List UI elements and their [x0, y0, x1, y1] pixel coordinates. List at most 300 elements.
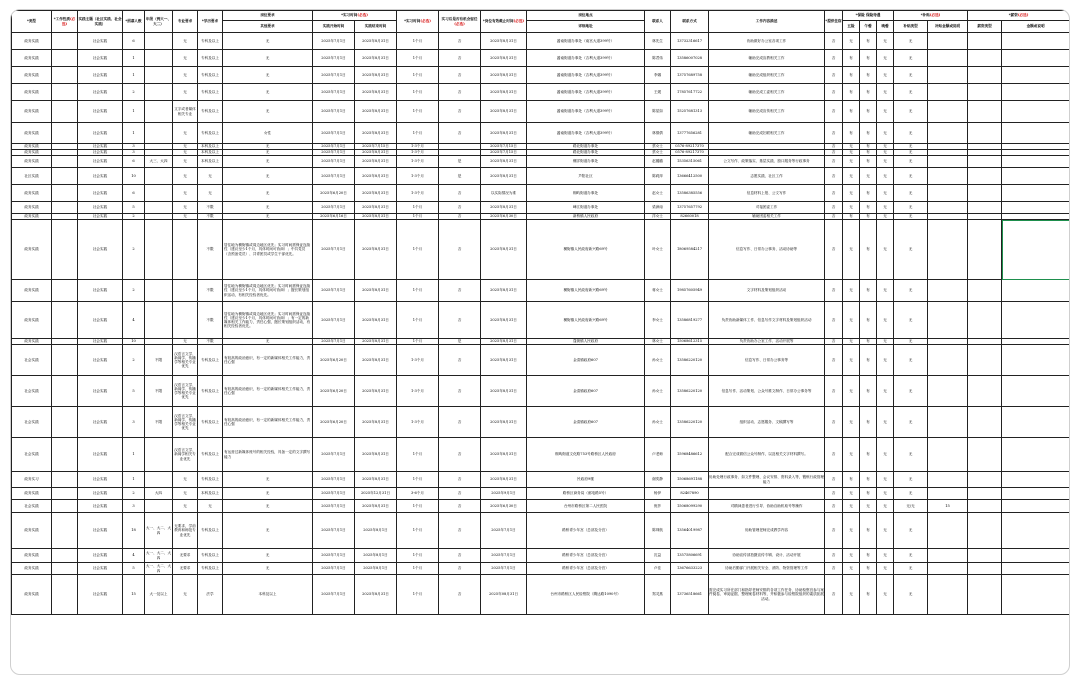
- table-cell[interactable]: 无: [843, 220, 860, 280]
- table-cell[interactable]: 社会实践: [12, 500, 52, 513]
- table-cell[interactable]: 有: [860, 33, 877, 50]
- table-cell[interactable]: 2025年7月1日: [313, 150, 355, 156]
- table-cell[interactable]: 2025年7月1日: [313, 101, 355, 123]
- table-cell[interactable]: [928, 345, 968, 376]
- table-cell[interactable]: [52, 220, 78, 280]
- table-cell[interactable]: 社会实践: [78, 150, 123, 156]
- table-cell[interactable]: 汉语言文学、新闻学相关专业优先: [173, 438, 198, 472]
- table-cell[interactable]: [52, 202, 78, 214]
- table-cell[interactable]: 信息写作、日常办公事务等: [709, 345, 825, 376]
- table-row[interactable]: [12, 575, 1070, 615]
- table-cell[interactable]: 无: [877, 513, 894, 549]
- table-cell[interactable]: 社区实践: [12, 168, 52, 185]
- table-cell[interactable]: 2025年8月31日: [481, 280, 527, 302]
- table-cell[interactable]: [968, 472, 1002, 488]
- table-cell[interactable]: [1002, 67, 1070, 84]
- table-cell[interactable]: [1002, 156, 1070, 168]
- column-header-4[interactable]: [145, 11, 173, 33]
- table-cell[interactable]: 社会实践: [78, 376, 123, 407]
- table-cell[interactable]: 无: [877, 150, 894, 156]
- table-cell[interactable]: 桐屿街道办事处: [527, 185, 645, 202]
- table-cell[interactable]: 无: [877, 84, 894, 101]
- table-cell[interactable]: 无: [223, 67, 313, 84]
- table-cell[interactable]: 无: [223, 144, 313, 150]
- table-cell[interactable]: 路北街道办事处: [527, 150, 645, 156]
- table-cell[interactable]: 有: [860, 67, 877, 84]
- table-cell[interactable]: 无: [843, 488, 860, 500]
- table-cell[interactable]: 2025年8月1日: [355, 549, 397, 563]
- column-header-13[interactable]: [527, 21, 645, 33]
- table-cell[interactable]: 社会实践: [78, 220, 123, 280]
- table-cell[interactable]: 政务实践: [12, 575, 52, 615]
- table-cell[interactable]: 1-3个月: [397, 407, 439, 438]
- table-cell[interactable]: [145, 220, 173, 280]
- table-cell[interactable]: [52, 302, 78, 339]
- table-cell[interactable]: 1个月: [397, 513, 439, 549]
- table-cell[interactable]: [928, 488, 968, 500]
- table-cell[interactable]: [968, 438, 1002, 472]
- table-cell[interactable]: 13586385556: [671, 185, 709, 202]
- table-cell[interactable]: 无: [173, 202, 198, 214]
- table-cell[interactable]: 无: [877, 575, 894, 615]
- table-cell[interactable]: 否: [825, 438, 843, 472]
- table-cell[interactable]: 信息写作、日常办公事务、活动协助等: [709, 220, 825, 280]
- table-cell[interactable]: 2025年6月16日: [313, 214, 355, 220]
- table-cell[interactable]: 无: [877, 563, 894, 575]
- table-cell[interactable]: [968, 202, 1002, 214]
- table-cell[interactable]: 否: [439, 407, 481, 438]
- table-cell[interactable]: 政务实践: [12, 202, 52, 214]
- table-cell[interactable]: [968, 220, 1002, 280]
- column-header-24[interactable]: [1002, 21, 1070, 33]
- table-cell[interactable]: 配合完成微信公众号制作，以及相关文字材料撰写。: [709, 438, 825, 472]
- table-cell[interactable]: [928, 123, 968, 144]
- column-header-11[interactable]: [439, 11, 481, 33]
- table-cell[interactable]: [1002, 280, 1070, 302]
- table-cell[interactable]: [1002, 500, 1070, 513]
- table-cell[interactable]: 1个月: [397, 575, 439, 615]
- table-row[interactable]: [12, 488, 1070, 500]
- table-cell[interactable]: 无: [223, 549, 313, 563]
- table-cell[interactable]: [1002, 123, 1070, 144]
- table-cell[interactable]: [928, 101, 968, 123]
- column-header-17[interactable]: [825, 11, 843, 33]
- table-cell[interactable]: 1个月: [397, 438, 439, 472]
- table-cell[interactable]: 1个月: [397, 339, 439, 345]
- column-header-10[interactable]: [397, 11, 439, 33]
- table-cell[interactable]: 无: [894, 280, 928, 302]
- table-cell[interactable]: [52, 407, 78, 438]
- table-cell[interactable]: [1002, 513, 1070, 549]
- table-cell[interactable]: 2025年6月20日: [313, 376, 355, 407]
- table-cell[interactable]: 2025年8月31日: [355, 185, 397, 202]
- table-cell[interactable]: [968, 345, 1002, 376]
- table-cell[interactable]: 3: [123, 500, 145, 513]
- table-cell[interactable]: 有: [860, 280, 877, 302]
- table-cell[interactable]: 2025年8月31日: [355, 345, 397, 376]
- table-cell[interactable]: [968, 376, 1002, 407]
- table-cell[interactable]: 大一、大二、大四: [145, 549, 173, 563]
- table-cell[interactable]: 社会实践: [78, 339, 123, 345]
- table-cell[interactable]: 否: [825, 280, 843, 302]
- table-cell[interactable]: 1-3个月: [397, 185, 439, 202]
- table-cell[interactable]: 否: [439, 84, 481, 101]
- column-header-2[interactable]: [78, 11, 123, 33]
- table-cell[interactable]: 2025年7月1日: [313, 488, 355, 500]
- table-cell[interactable]: 否: [439, 376, 481, 407]
- table-cell[interactable]: [145, 84, 173, 101]
- table-cell[interactable]: 横街镇人民政府新兴路69号: [527, 302, 645, 339]
- table-cell[interactable]: 倪莎: [645, 500, 671, 513]
- table-cell[interactable]: 2025年7月1日: [313, 438, 355, 472]
- table-cell[interactable]: 潞南街道办事处（吉利大道399号）: [527, 84, 645, 101]
- table-cell[interactable]: 无: [860, 500, 877, 513]
- table-cell[interactable]: [145, 101, 173, 123]
- table-cell[interactable]: 公文写作、政策落实、基层实践、窗口服务等行政事务: [709, 156, 825, 168]
- table-cell[interactable]: 居住地为横街镇或周边地区优先；实习时间需保证连续性（建议至少1个月，具体时间可协商）；有一定的新媒体相关工作能力，责任心强，擅长策划组织活动，有相关经验者优先。: [223, 302, 313, 339]
- table-cell[interactable]: 否: [825, 513, 843, 549]
- table-cell[interactable]: 无: [173, 214, 198, 220]
- table-cell[interactable]: [968, 168, 1002, 185]
- table-cell[interactable]: [52, 563, 78, 575]
- table-cell[interactable]: 2025年7月1日: [313, 280, 355, 302]
- table-cell[interactable]: 无: [877, 472, 894, 488]
- table-cell[interactable]: 社会实践: [78, 168, 123, 185]
- table-cell[interactable]: 82467890: [671, 488, 709, 500]
- table-row[interactable]: [12, 500, 1070, 513]
- table-cell[interactable]: 4: [123, 302, 145, 339]
- table-cell[interactable]: 1个月: [397, 84, 439, 101]
- table-cell[interactable]: 蓬街镇人民政府: [527, 339, 645, 345]
- table-cell[interactable]: 2025年6月30日: [481, 214, 527, 220]
- table-cell[interactable]: 2025年8月31日: [355, 33, 397, 50]
- table-cell[interactable]: 社会实践: [12, 376, 52, 407]
- table-cell[interactable]: 13757689758: [671, 67, 709, 84]
- table-cell[interactable]: 本科及以上: [198, 144, 223, 150]
- table-cell[interactable]: 社会实践: [12, 345, 52, 376]
- table-cell[interactable]: 信息材料上报、公文写作: [709, 185, 825, 202]
- table-cell[interactable]: 社会实践: [78, 202, 123, 214]
- table-cell[interactable]: 大三、大四: [145, 156, 173, 168]
- table-cell[interactable]: 社会实践: [78, 84, 123, 101]
- table-cell[interactable]: 郑灵燕: [645, 575, 671, 615]
- table-cell[interactable]: 2025年7月1日: [313, 220, 355, 280]
- table-cell[interactable]: 否: [439, 185, 481, 202]
- table-cell[interactable]: 政务实践: [12, 123, 52, 144]
- table-cell[interactable]: 政务实践: [12, 144, 52, 150]
- table-cell[interactable]: 无: [894, 150, 928, 156]
- table-cell[interactable]: 无: [173, 123, 198, 144]
- table-cell[interactable]: 否: [439, 33, 481, 50]
- table-cell[interactable]: [52, 376, 78, 407]
- table-cell[interactable]: [52, 488, 78, 500]
- table-cell[interactable]: [145, 202, 173, 214]
- table-cell[interactable]: 否: [825, 563, 843, 575]
- column-header-1[interactable]: [52, 11, 78, 33]
- table-cell[interactable]: 15: [928, 500, 968, 513]
- table-row[interactable]: [12, 101, 1070, 123]
- table-cell[interactable]: [1002, 376, 1070, 407]
- table-cell[interactable]: 无: [894, 488, 928, 500]
- table-cell[interactable]: 孙女士: [645, 345, 671, 376]
- table-cell[interactable]: 无: [173, 185, 198, 202]
- table-cell[interactable]: 无: [173, 472, 198, 488]
- column-header-5[interactable]: [173, 11, 198, 33]
- table-cell[interactable]: 3: [123, 407, 145, 438]
- table-cell[interactable]: 不限: [198, 202, 223, 214]
- table-cell[interactable]: 无: [894, 339, 928, 345]
- table-cell[interactable]: [968, 156, 1002, 168]
- table-cell[interactable]: [173, 220, 198, 280]
- table-cell[interactable]: 无: [877, 185, 894, 202]
- table-cell[interactable]: 1个月: [397, 101, 439, 123]
- table-cell[interactable]: [968, 123, 1002, 144]
- table-cell[interactable]: 2025年8月31日: [355, 438, 397, 472]
- table-cell[interactable]: 否: [825, 575, 843, 615]
- table-cell[interactable]: 汉语言文学、新闻学、传播学等相关专业优先: [173, 407, 198, 438]
- table-cell[interactable]: 2025年8月31日: [355, 500, 397, 513]
- table-cell[interactable]: 2025年7月1日: [313, 563, 355, 575]
- table-cell[interactable]: 13676633223: [671, 563, 709, 575]
- table-cell[interactable]: 1个月: [397, 67, 439, 84]
- table-cell[interactable]: 无: [877, 156, 894, 168]
- table-cell[interactable]: 社会实践: [78, 101, 123, 123]
- table-cell[interactable]: 否: [825, 339, 843, 345]
- table-cell[interactable]: 政务实践: [12, 220, 52, 280]
- table-cell[interactable]: 政务实践: [12, 67, 52, 84]
- table-cell[interactable]: [968, 563, 1002, 575]
- table-cell[interactable]: [52, 50, 78, 67]
- table-cell[interactable]: 女性: [223, 123, 313, 144]
- table-cell[interactable]: 专科及以上: [198, 345, 223, 376]
- table-cell[interactable]: 2025年7月1日: [481, 563, 527, 575]
- table-cell[interactable]: 2025年8月31日: [481, 345, 527, 376]
- table-cell[interactable]: 无: [223, 500, 313, 513]
- table-cell[interactable]: 汉语言文学、新闻学、传播学等相关专业优先: [173, 376, 198, 407]
- table-cell[interactable]: 1: [123, 50, 145, 67]
- table-cell[interactable]: 2025年8月31日: [481, 33, 527, 50]
- table-cell[interactable]: [928, 33, 968, 50]
- table-cell[interactable]: [52, 549, 78, 563]
- table-cell[interactable]: 无: [877, 67, 894, 84]
- table-cell[interactable]: 台州市路桥区人民检察院（腾达路1090号）: [527, 575, 645, 615]
- table-cell[interactable]: 政务实践: [12, 156, 52, 168]
- table-cell[interactable]: 0576-89217370: [671, 144, 709, 150]
- table-cell[interactable]: 否: [825, 150, 843, 156]
- table-cell[interactable]: 无: [223, 563, 313, 575]
- table-cell[interactable]: 否: [825, 472, 843, 488]
- table-cell[interactable]: 1个月: [397, 33, 439, 50]
- table-cell[interactable]: 否: [439, 513, 481, 549]
- table-cell[interactable]: 否: [825, 500, 843, 513]
- table-cell[interactable]: 谢奕静: [645, 472, 671, 488]
- table-cell[interactable]: 社会实践: [78, 33, 123, 50]
- table-cell[interactable]: 有: [860, 202, 877, 214]
- table-cell[interactable]: 社会实践: [78, 156, 123, 168]
- table-cell[interactable]: 志愿实践、社区工作: [709, 168, 825, 185]
- table-cell[interactable]: 无: [223, 150, 313, 156]
- table-row[interactable]: [12, 202, 1070, 214]
- table-row[interactable]: [12, 407, 1070, 438]
- table-cell[interactable]: [145, 50, 173, 67]
- table-row[interactable]: [12, 220, 1070, 280]
- table-cell[interactable]: 路桥青少年宫（总部及分宫）: [527, 563, 645, 575]
- table-cell[interactable]: 政务实践: [12, 101, 52, 123]
- table-cell[interactable]: [968, 407, 1002, 438]
- table-cell[interactable]: 社会实践: [78, 67, 123, 84]
- table-row[interactable]: [12, 123, 1070, 144]
- table-cell[interactable]: 无: [894, 214, 928, 220]
- table-cell[interactable]: 无: [894, 438, 928, 472]
- table-cell[interactable]: 有: [860, 407, 877, 438]
- table-cell[interactable]: 无: [223, 50, 313, 67]
- table-cell[interactable]: 潞南街道办事处（吉利大道399号）: [527, 123, 645, 144]
- table-cell[interactable]: 15068691188: [671, 472, 709, 488]
- table-cell[interactable]: 2025年8月31日: [355, 407, 397, 438]
- table-cell[interactable]: 社会实践: [78, 123, 123, 144]
- table-cell[interactable]: 13586220120: [671, 345, 709, 376]
- table-cell[interactable]: 协助管理老师完成教学内容: [709, 513, 825, 549]
- table-cell[interactable]: 洋女士: [645, 214, 671, 220]
- table-row[interactable]: [12, 168, 1070, 185]
- table-cell[interactable]: 无: [877, 339, 894, 345]
- table-cell[interactable]: 无: [843, 563, 860, 575]
- table-cell[interactable]: [928, 302, 968, 339]
- table-cell[interactable]: 6: [123, 185, 145, 202]
- table-cell[interactable]: 2025年7月1日: [313, 123, 355, 144]
- table-cell[interactable]: 叶女士: [645, 220, 671, 280]
- table-cell[interactable]: 大一及以上: [145, 575, 173, 615]
- table-cell[interactable]: 否: [439, 123, 481, 144]
- table-cell[interactable]: 有: [843, 472, 860, 488]
- table-cell[interactable]: 辅助完成妇联相关工作: [709, 123, 825, 144]
- table-cell[interactable]: 否: [825, 144, 843, 150]
- table-cell[interactable]: 无: [894, 407, 928, 438]
- column-header-23[interactable]: [968, 21, 1002, 33]
- table-cell[interactable]: 无: [877, 280, 894, 302]
- table-cell[interactable]: 18: [123, 513, 145, 549]
- table-cell[interactable]: 无: [877, 220, 894, 280]
- table-cell[interactable]: [52, 185, 78, 202]
- table-cell[interactable]: 否: [439, 563, 481, 575]
- column-header-3[interactable]: [123, 11, 145, 33]
- table-cell[interactable]: 2025年8月31日: [481, 438, 527, 472]
- table-cell[interactable]: 有: [860, 345, 877, 376]
- table-cell[interactable]: 2025年8月31日: [355, 50, 397, 67]
- table-cell[interactable]: 否: [825, 33, 843, 50]
- table-cell[interactable]: 辅助完成宣传相关工作: [709, 101, 825, 123]
- table-row[interactable]: [12, 33, 1070, 50]
- table-cell[interactable]: 2025年7月1日: [313, 156, 355, 168]
- table-cell[interactable]: 对精神患者进行引导、协助自助机取号等操作: [709, 500, 825, 513]
- table-cell[interactable]: [928, 376, 968, 407]
- table-cell[interactable]: 否: [825, 84, 843, 101]
- table-cell[interactable]: 辅助完成宣教相关工作: [709, 50, 825, 67]
- table-cell[interactable]: [928, 563, 968, 575]
- table-cell[interactable]: 无: [877, 168, 894, 185]
- column-header-8[interactable]: [313, 21, 355, 33]
- table-cell[interactable]: [1002, 50, 1070, 67]
- table-cell[interactable]: 潞南街道办事处（吉利大道399号）: [527, 50, 645, 67]
- table-cell[interactable]: 金清镇政府607: [527, 376, 645, 407]
- table-cell[interactable]: 1个月: [397, 202, 439, 214]
- table-cell[interactable]: 无: [173, 84, 198, 101]
- table-cell[interactable]: 无: [877, 407, 894, 438]
- table-cell[interactable]: 2025年8月31日: [481, 101, 527, 123]
- table-cell[interactable]: [928, 220, 968, 280]
- table-cell[interactable]: 2: [123, 220, 145, 280]
- table-cell[interactable]: 无要求: [173, 563, 198, 575]
- column-header-16[interactable]: [709, 11, 825, 33]
- table-cell[interactable]: 杨伊: [645, 488, 671, 500]
- table-cell[interactable]: 无: [894, 575, 928, 615]
- table-cell[interactable]: [52, 280, 78, 302]
- table-cell[interactable]: 10: [123, 339, 145, 345]
- table-cell[interactable]: [145, 168, 173, 185]
- table-cell[interactable]: 否: [825, 549, 843, 563]
- table-cell[interactable]: [928, 168, 968, 185]
- table-cell[interactable]: 无: [894, 513, 928, 549]
- table-cell[interactable]: 社会实践: [78, 214, 123, 220]
- table-cell[interactable]: 螺洋街道办事处: [527, 156, 645, 168]
- table-cell[interactable]: 否: [825, 214, 843, 220]
- table-cell[interactable]: 1: [123, 438, 145, 472]
- table-cell[interactable]: 82660018: [671, 214, 709, 220]
- table-cell[interactable]: [968, 549, 1002, 563]
- table-cell[interactable]: 专科及以上: [198, 50, 223, 67]
- table-cell[interactable]: [968, 50, 1002, 67]
- table-cell[interactable]: 2025年8月1日: [355, 563, 397, 575]
- table-cell[interactable]: 2025年8月31日: [355, 123, 397, 144]
- table-cell[interactable]: 社会实践: [78, 438, 123, 472]
- table-cell[interactable]: 15: [123, 575, 145, 615]
- table-cell[interactable]: [928, 438, 968, 472]
- table-cell[interactable]: [1002, 302, 1070, 339]
- table-cell[interactable]: 1个月: [397, 500, 439, 513]
- table-cell[interactable]: 5: [123, 202, 145, 214]
- table-cell[interactable]: 否: [825, 220, 843, 280]
- table-cell[interactable]: 2: [123, 214, 145, 220]
- table-cell[interactable]: 1个月: [397, 549, 439, 563]
- table-cell[interactable]: 专科及以上: [198, 549, 223, 563]
- table-cell[interactable]: 1个月: [397, 563, 439, 575]
- column-header-7[interactable]: [223, 21, 313, 33]
- table-cell[interactable]: [1002, 202, 1070, 214]
- table-cell[interactable]: 卢佳: [645, 563, 671, 575]
- table-cell[interactable]: 13736518661: [671, 575, 709, 615]
- table-cell[interactable]: 有: [860, 488, 877, 500]
- table-cell[interactable]: 有: [860, 144, 877, 150]
- table-cell[interactable]: 否: [825, 302, 843, 339]
- table-cell[interactable]: 1-3个月: [397, 150, 439, 156]
- table-cell[interactable]: 信息写作、活动策划、公众号推文制作、日常办公事务等: [709, 376, 825, 407]
- table-cell[interactable]: 19857605949: [671, 280, 709, 302]
- table-cell[interactable]: 无: [877, 376, 894, 407]
- table-cell[interactable]: 有: [860, 472, 877, 488]
- table-cell[interactable]: [145, 123, 173, 144]
- table-cell[interactable]: 有: [843, 123, 860, 144]
- table-cell[interactable]: [1002, 472, 1070, 488]
- table-cell[interactable]: 1个月: [397, 50, 439, 67]
- table-cell[interactable]: 无: [877, 33, 894, 50]
- table-cell[interactable]: 有: [843, 214, 860, 220]
- table-cell[interactable]: 政务实践: [12, 339, 52, 345]
- table-cell[interactable]: 无: [894, 156, 928, 168]
- table-cell[interactable]: 李女士: [645, 302, 671, 339]
- table-cell[interactable]: 2025年9月1日: [481, 488, 527, 500]
- table-cell[interactable]: 政务实践: [12, 549, 52, 563]
- table-cell[interactable]: 无: [843, 156, 860, 168]
